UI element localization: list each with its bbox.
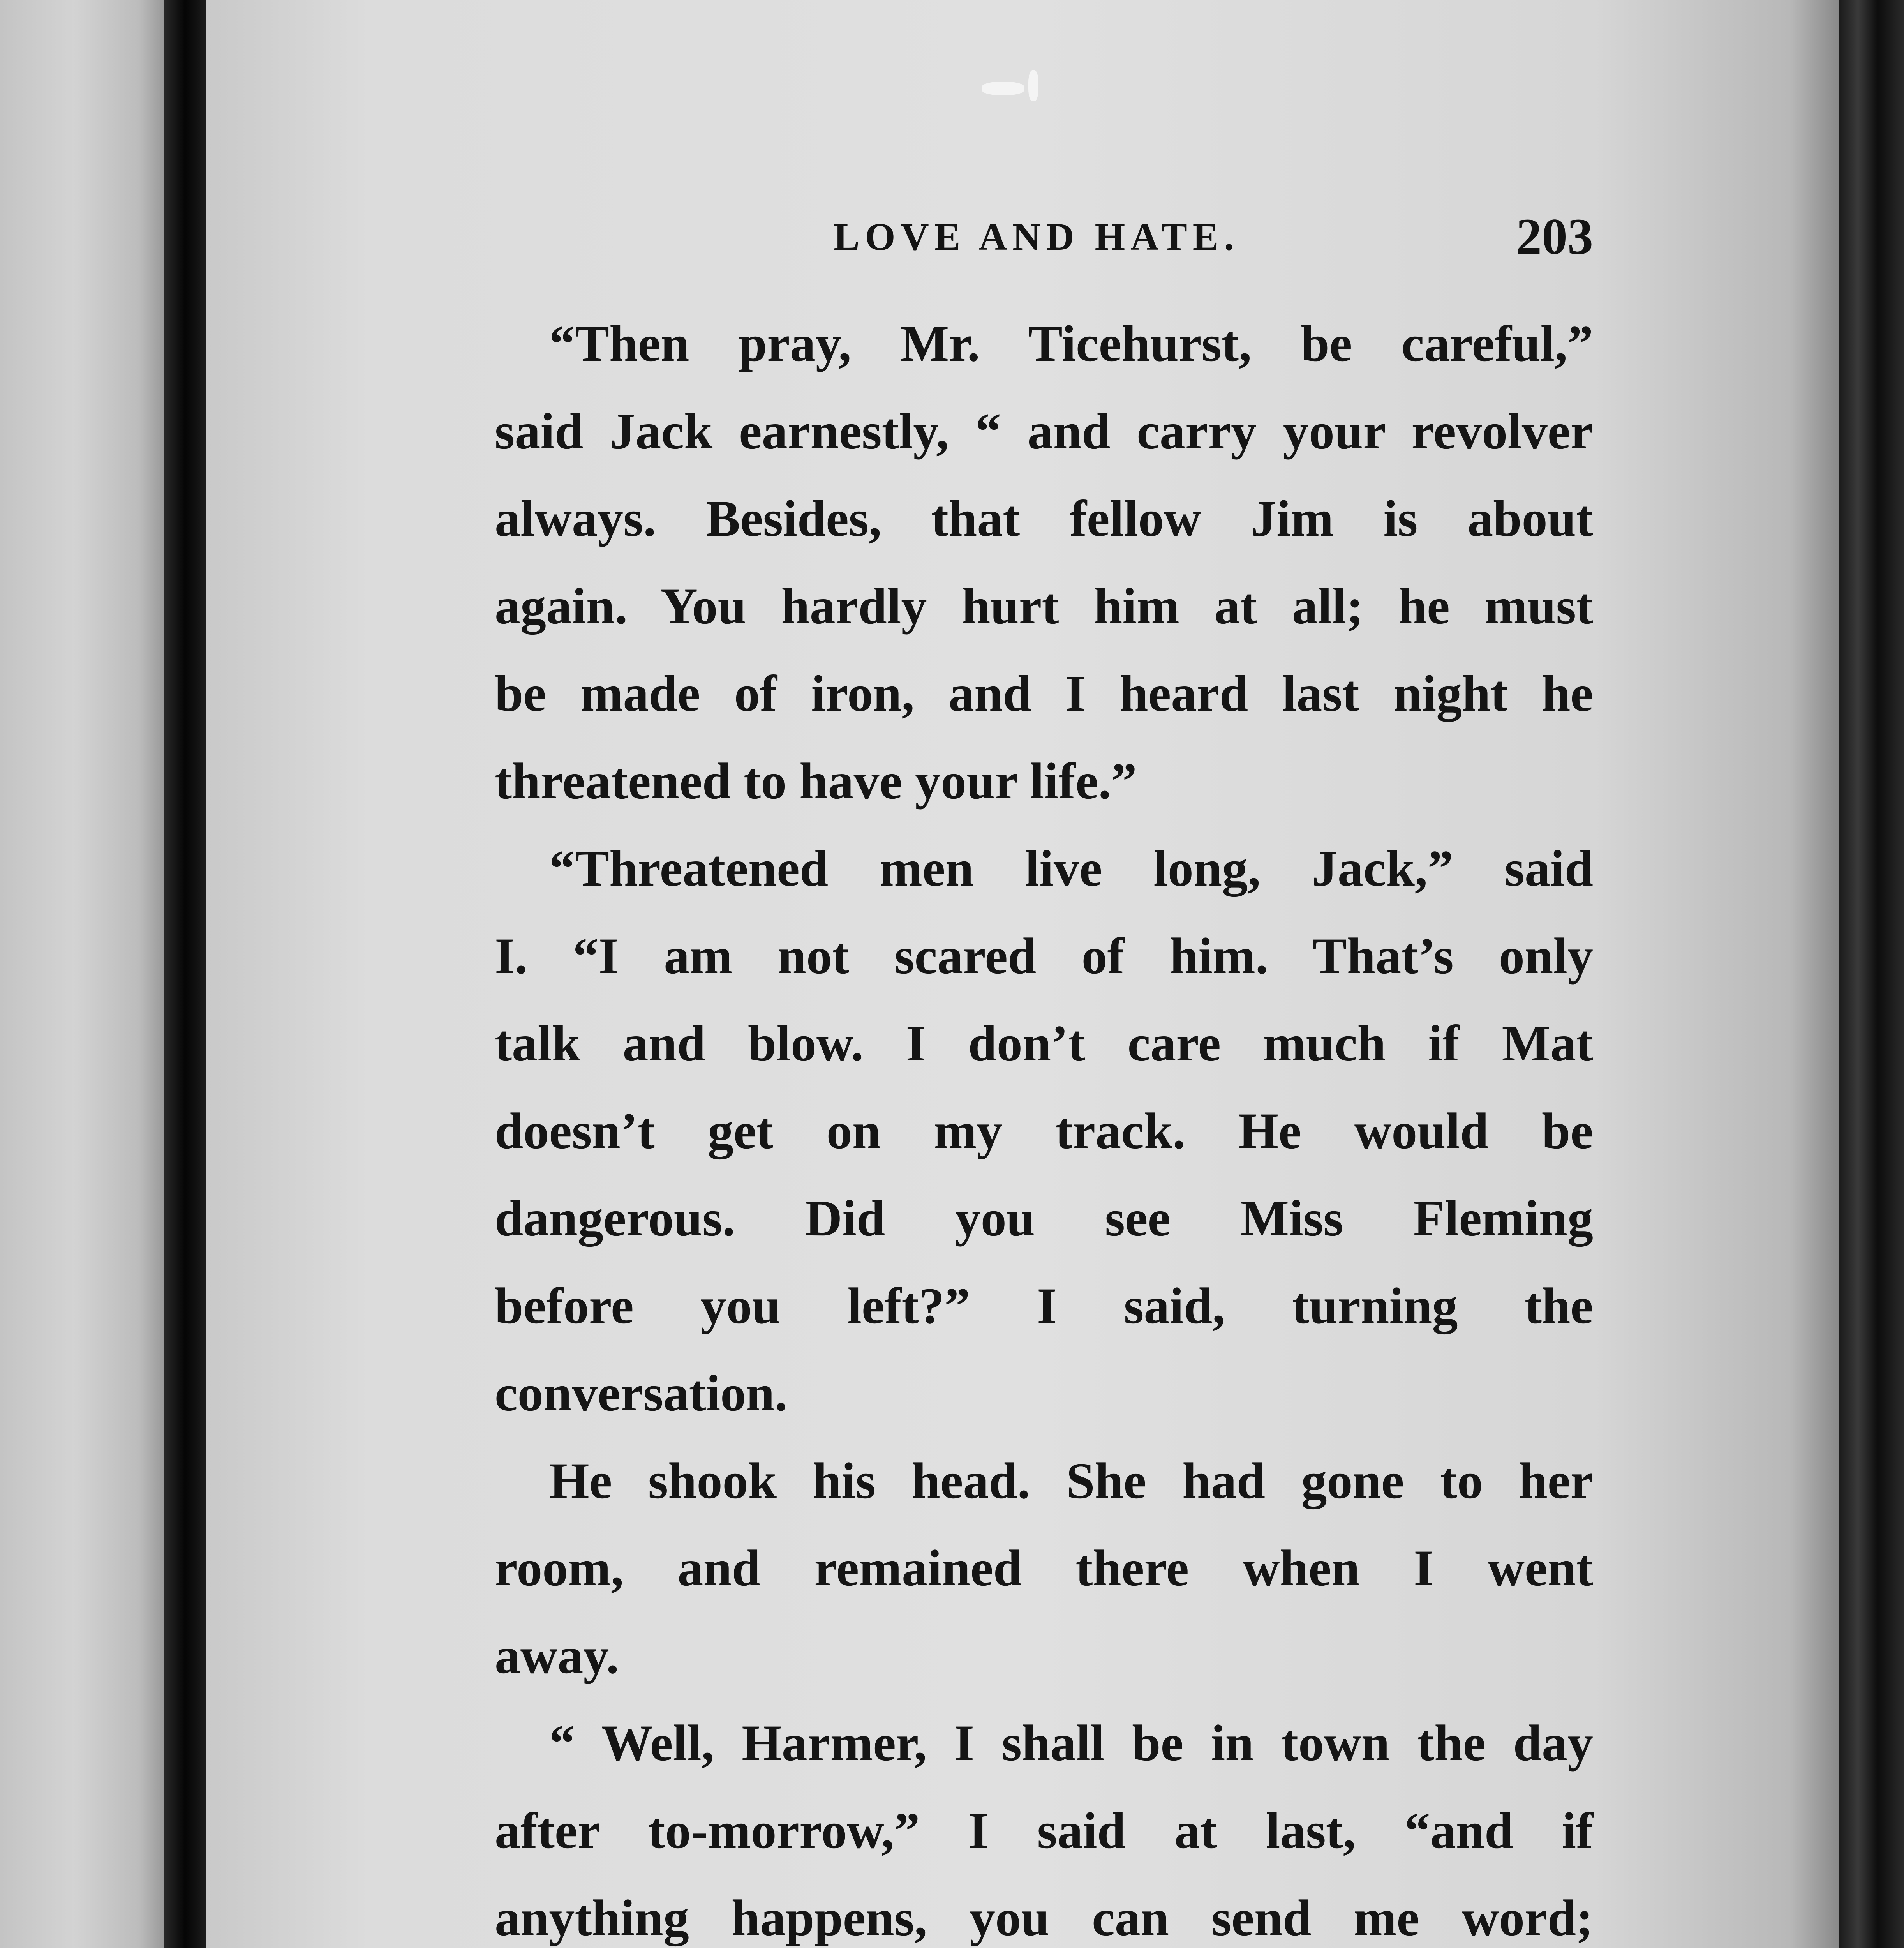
text-line: anything happens, you can send me word; [495,1889,1593,1946]
running-head [495,206,1593,265]
text-line: before you left?” I said, turning the [495,1277,1593,1334]
text-line: room, and remained there when I went [495,1539,1593,1597]
text-line: “Threatened men live long, Jack,” said [549,840,1593,897]
text-line: said Jack earnestly, “ and carry your revolver [495,402,1593,460]
text-line: I. “I am not scared of him. That’s only [495,927,1593,985]
running-head-title: LOVE AND HATE. [834,215,1239,258]
facing-page-edge [0,0,164,1948]
text-line: threatened to have your life.” [495,752,1137,810]
text-line: conversation. [495,1364,788,1422]
text-line: after to-morrow,” I said at last, “and if [495,1802,1593,1859]
text-line: always. Besides, that fellow Jim is about [495,490,1593,547]
book-gutter [164,0,206,1948]
text-line: “Then pray, Mr. Ticehurst, be careful,” [549,315,1593,372]
body-text [495,300,1593,1948]
text-line: He shook his head. She had gone to her [549,1452,1593,1509]
paper-speck [982,82,1024,95]
text-line: doesn’t get on my track. He would be [495,1102,1593,1159]
page-number: 203 [1516,208,1593,265]
text-line: dangerous. Did you see Miss Fleming [495,1189,1593,1247]
text-line: “ Well, Harmer, I shall be in town the day [549,1714,1593,1772]
text-line: talk and blow. I don’t care much if Mat [495,1015,1593,1072]
text-line: again. You hardly hurt him at all; he must [495,577,1593,635]
page-stack-edge [1839,0,1904,1948]
text-line: be made of iron, and I heard last night he [495,665,1593,722]
paper-speck [1028,70,1038,101]
text-line: away. [495,1627,619,1684]
